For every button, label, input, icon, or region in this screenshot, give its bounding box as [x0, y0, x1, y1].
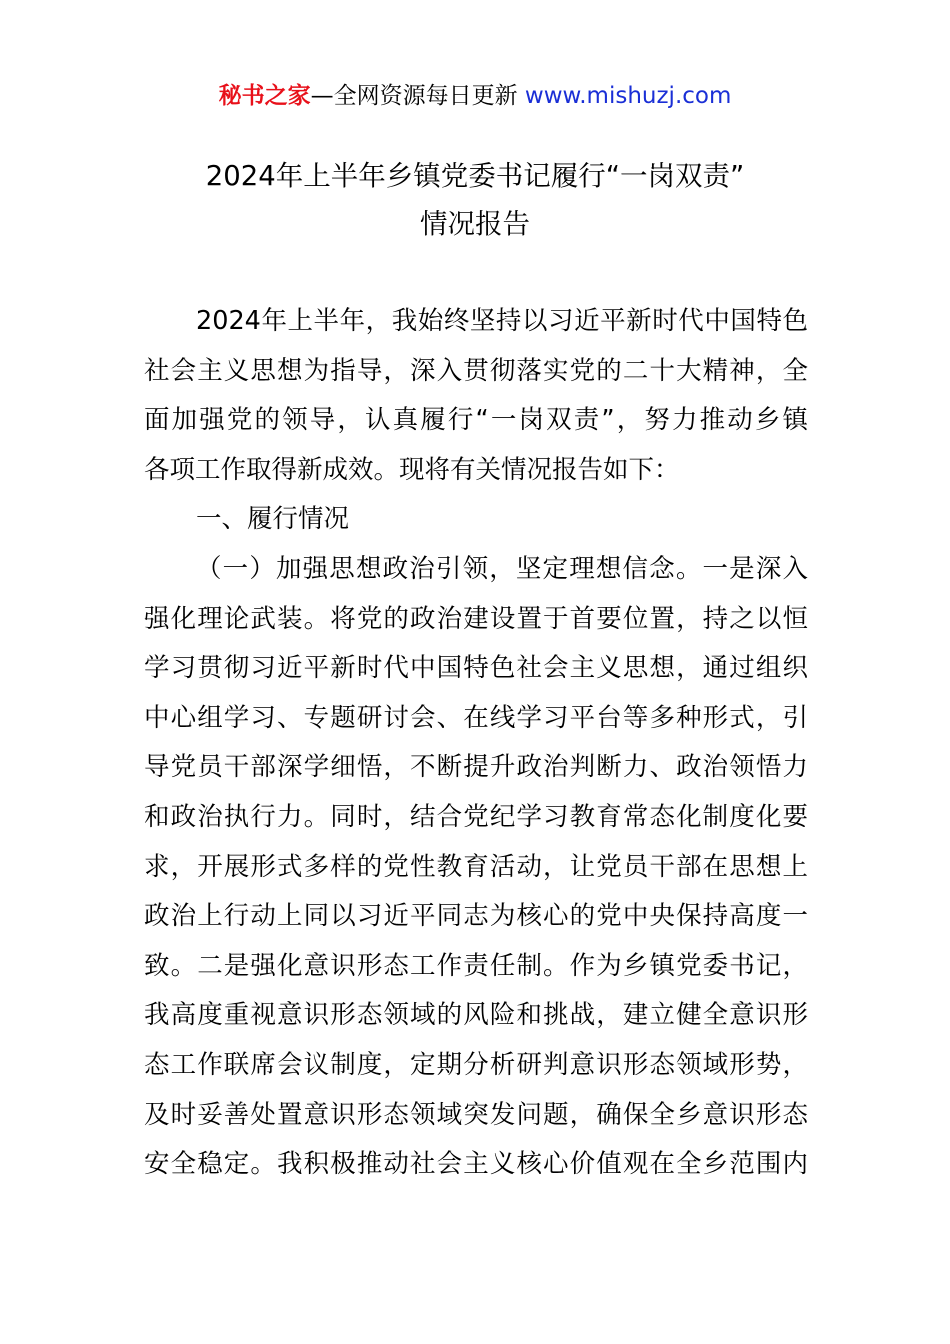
- body-line: 态工作联席会议制度，定期分析研判意识形态领域形势，: [144, 1049, 808, 1080]
- body-line: 和政治执行力。同时，结合党纪学习教育常态化制度化要: [144, 801, 808, 832]
- body-line: 政治上行动上同以习近平同志为核心的党中央保持高度一: [144, 901, 808, 932]
- body-line: 强化理论武装。将党的政治建设置于首要位置，持之以恒: [144, 603, 808, 634]
- title-line: 2024年上半年乡镇党委书记履行“一岗双责”: [205, 160, 745, 192]
- title-line: 情况报告: [420, 208, 530, 240]
- brand-name: 秘书之家: [218, 83, 311, 109]
- body-line: 我高度重视意识形态领域的风险和挑战，建立健全意识形: [144, 1000, 808, 1031]
- body-line: （一）加强思想政治引领，坚定理想信念。一是深入: [196, 553, 808, 584]
- document-body: [144, 297, 808, 1190]
- body-line: 及时妥善处置意识形态领域突发问题，确保全乡意识形态: [144, 1099, 808, 1130]
- document-title: [0, 152, 950, 248]
- body-line: 社会主义思想为指导，深入贯彻落实党的二十大精神，全: [144, 355, 808, 386]
- body-line: 安全稳定。我积极推动社会主义核心价值观在全乡范围内: [144, 1149, 808, 1180]
- body-line: 致。二是强化意识形态工作责任制。作为乡镇党委书记，: [144, 950, 808, 981]
- body-line: 中心组学习、专题研讨会、在线学习平台等多种形式，引: [144, 702, 808, 733]
- site-header: [0, 80, 950, 112]
- section-heading: 一、履行情况: [196, 504, 350, 535]
- body-line: 学习贯彻习近平新时代中国特色社会主义思想，通过组织: [144, 653, 808, 684]
- site-tagline: —全网资源每日更新: [310, 83, 518, 109]
- body-line: 导党员干部深学细悟，不断提升政治判断力、政治领悟力: [144, 752, 808, 783]
- body-line: 各项工作取得新成效。现将有关情况报告如下：: [144, 454, 680, 485]
- site-url-link[interactable]: www.mishuzj.com: [524, 83, 732, 109]
- body-line: 面加强党的领导，认真履行“一岗双责”，努力推动乡镇: [144, 405, 808, 436]
- body-line: 求，开展形式多样的党性教育活动，让党员干部在思想上: [144, 851, 808, 882]
- body-line: 2024年上半年，我始终坚持以习近平新时代中国特色: [196, 306, 808, 336]
